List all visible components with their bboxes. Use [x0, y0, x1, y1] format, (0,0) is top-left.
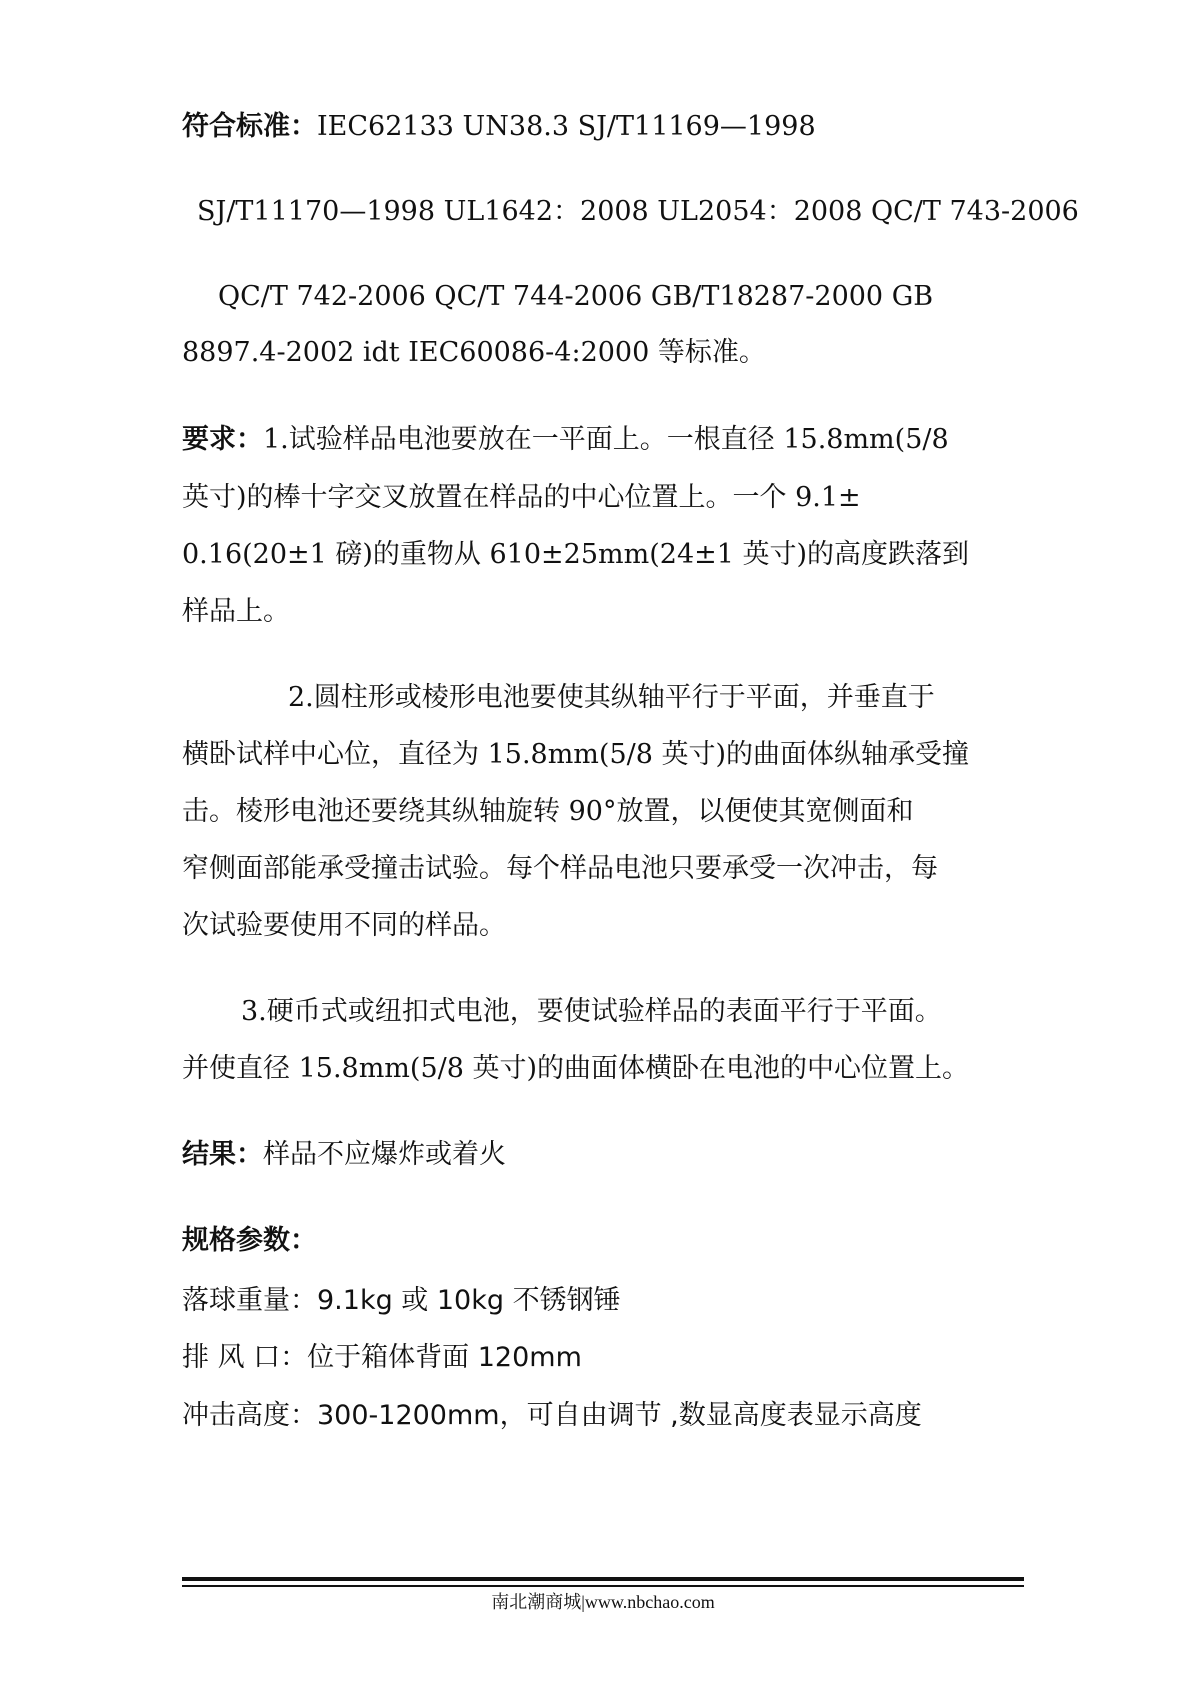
requirement-2-line-2: 横卧试样中心位，直径为 15.8mm(5/8 英寸)的曲面体纵轴承受撞 [182, 739, 970, 770]
requirements-label: 要求： [182, 424, 263, 455]
spec-row-vent [182, 1341, 582, 1375]
requirement-3-line-2: 并使直径 15.8mm(5/8 英寸)的曲面体横卧在电池的中心位置上。 [182, 1053, 970, 1084]
standards-line-4: 8897.4-2002 idt IEC60086-4:2000 等标准。 [182, 337, 766, 368]
requirement-2-line-4: 窄侧面部能承受撞击试验。每个样品电池只要承受一次冲击，每 [182, 853, 938, 884]
requirement-3-line-1: 3.硬币式或纽扣式电池，要使试验样品的表面平行于平面。 [241, 996, 942, 1027]
footer-text: 南北潮商城|www.nbchao.com [491, 1592, 715, 1612]
requirement-2-line-3: 击。棱形电池还要绕其纵轴旋转 90°放置，以便使其宽侧面和 [182, 796, 914, 827]
spec-row-weight [182, 1284, 621, 1318]
requirement-1-line-3: 0.16(20±1 磅)的重物从 610±25mm(24±1 英寸)的高度跌落到 [182, 539, 970, 570]
spec-value-height: 300-1200mm，可自由调节 ,数显高度表显示高度 [317, 1400, 922, 1431]
standards-text-1: IEC62133 UN38.3 SJ/T11169—1998 [317, 111, 816, 142]
standards-line-2: SJ/T11170—1998 UL1642：2008 UL2054：2008 QC/T 743-2006 [197, 196, 1079, 227]
spec-value-vent: 位于箱体背面 120mm [307, 1342, 582, 1373]
result-line [182, 1138, 506, 1172]
footer-divider-thick [182, 1577, 1024, 1581]
specs-title: 规格参数： [182, 1225, 317, 1256]
standards-line-1 [182, 110, 816, 144]
spec-label-weight: 落球重量： [182, 1285, 317, 1316]
requirement-1-text-1: 1.试验样品电池要放在一平面上。一根直径 15.8mm(5/8 [263, 424, 949, 455]
standards-label: 符合标准： [182, 111, 317, 142]
result-label: 结果： [182, 1139, 263, 1170]
requirement-1-line-2: 英寸)的棒十字交叉放置在样品的中心位置上。一个 9.1± [182, 482, 861, 513]
spec-label-vent: 排 风 口： [182, 1342, 308, 1373]
spec-row-height [182, 1399, 922, 1433]
result-text: 样品不应爆炸或着火 [263, 1139, 506, 1170]
requirement-2-line-5: 次试验要使用不同的样品。 [182, 910, 506, 941]
footer-divider-thin [182, 1585, 1024, 1587]
spec-value-weight: 9.1kg 或 10kg 不锈钢锤 [317, 1285, 621, 1316]
requirement-1-line-4: 样品上。 [182, 596, 290, 627]
requirement-1-line-1 [182, 423, 949, 457]
standards-line-3: QC/T 742-2006 QC/T 744-2006 GB/T18287-2000 GB [218, 281, 934, 312]
spec-label-height: 冲击高度： [182, 1400, 317, 1431]
requirement-2-line-1: 2.圆柱形或棱形电池要使其纵轴平行于平面，并垂直于 [288, 682, 935, 713]
